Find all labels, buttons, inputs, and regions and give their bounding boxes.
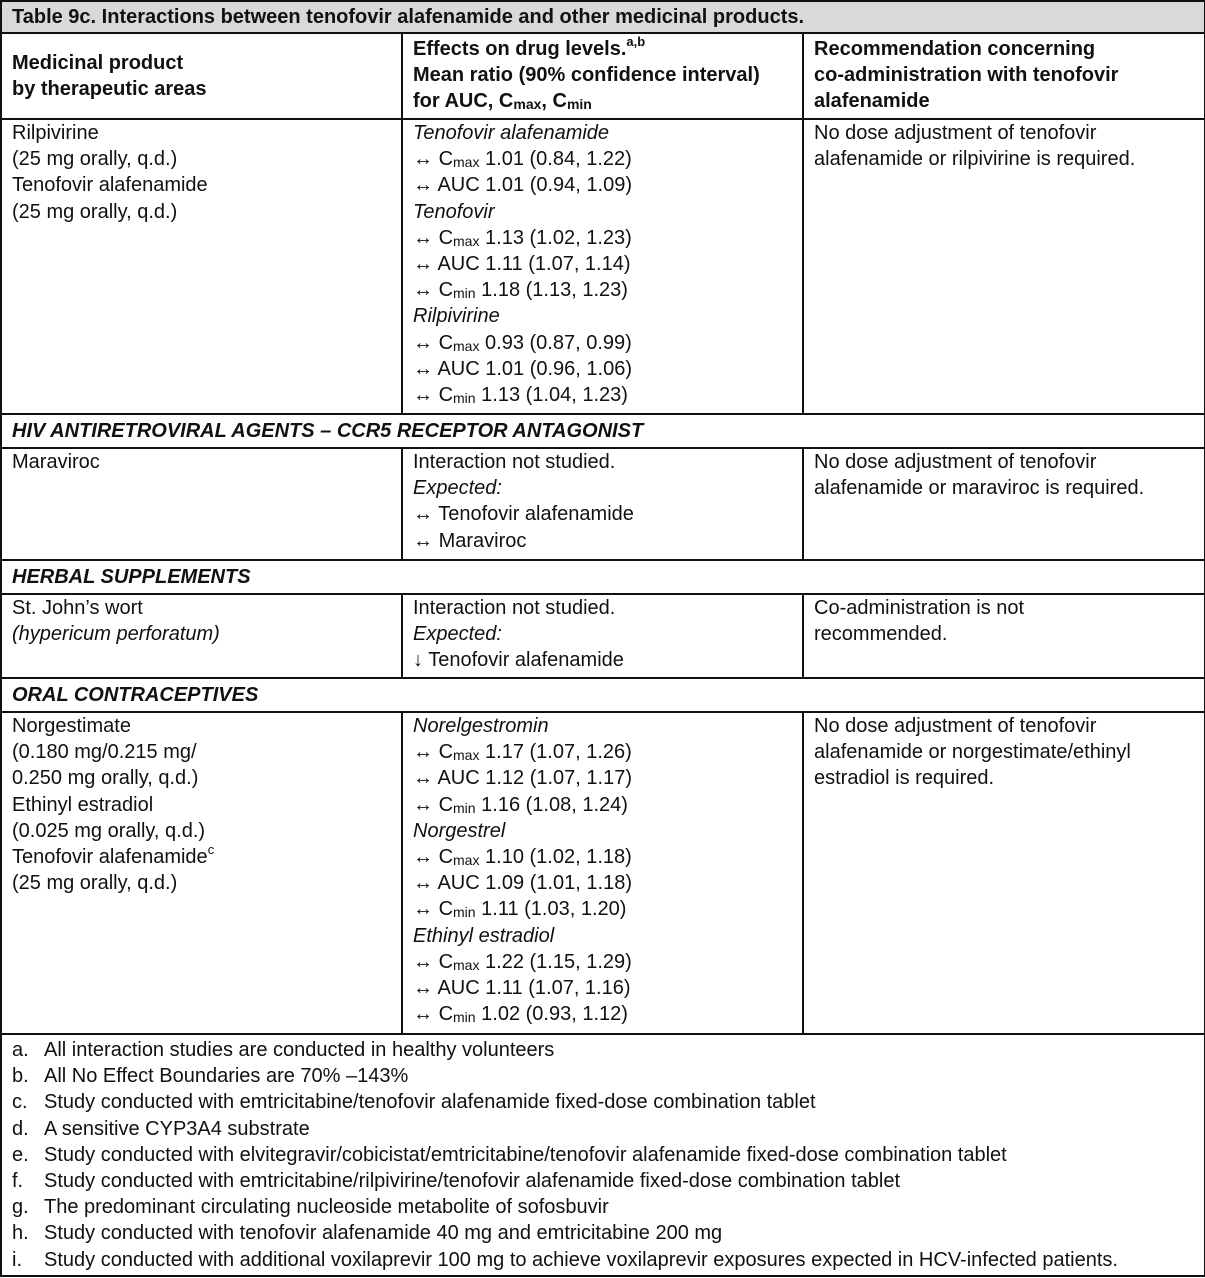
footnotes — [1, 1034, 1205, 1276]
product-cell: St. John’s wort (hypericum perforatum) — [1, 594, 402, 678]
product-cell: Maraviroc — [1, 448, 402, 560]
section-heading: ORAL CONTRACEPTIVES — [1, 678, 1205, 712]
effects-cell: Interaction not studied. Expected: ↓ Tenofovir alafenamide — [402, 594, 803, 678]
footnote: h. Study conducted with tenofovir alafenamide 40 mg and emtricitabine 200 mg — [12, 1222, 723, 1245]
header-recommendation: Recommendation concerning co-administration with tenofovir alafenamide — [803, 33, 1205, 119]
footnote: f. Study conducted with emtricitabine/rilpivirine/tenofovir alafenamide fixed-dose combination tablet — [12, 1170, 901, 1193]
recommendation-cell: Co-administration is not recommended. — [803, 594, 1205, 678]
recommendation-cell: No dose adjustment of tenofovir alafenamide or rilpivirine is required. — [803, 119, 1205, 414]
table-row-st-johns-wort — [1, 594, 1205, 678]
header-effects: Effects on drug levels.$^{a,b}$ Mean ratio (90% confidence interval) for AUC, $C_{max}$, $C_{min}$ — [402, 33, 803, 119]
table-row-norgestimate — [1, 712, 1205, 1034]
section-row-herbal — [1, 560, 1205, 594]
effects-cell: Interaction not studied. Expected: ↔ Tenofovir alafenamide ↔ Maraviroc — [402, 448, 803, 560]
footnote: i. Study conducted with additional voxilaprevir 100 mg to achieve voxilaprevir exposures expected in HCV-infected patients. — [12, 1248, 1118, 1271]
footnote: a. All interaction studies are conducted in healthy volunteers — [12, 1039, 555, 1061]
section-row-oral — [1, 678, 1205, 712]
table-title: Table 9c. Interactions between tenofovir alafenamide and other medicinal products. — [1, 1, 1205, 33]
effects-cell: Tenofovir alafenamide ↔ $C_{max}$ 1.01 (0.84, 1.22) ↔ AUC 1.01 (0.94, 1.09) Tenofovir ↔ $C_{max}$ 1.13 (1.02, 1.23) ↔ AUC 1.11 (1.07, 1.14) ↔ $C_{min}$ 1.18 (1.13, 1.23) Rilpivirine ↔ $C_{max}$ 0.93 (0.87, 0.99) ↔ AUC 1.01 (0.96, 1.06) ↔ $C_{min}$ 1.13 (1.04, 1.23) — [402, 119, 803, 414]
section-heading: HIV ANTIRETROVIRAL AGENTS – CCR5 RECEPTOR ANTAGONIST — [1, 414, 1205, 448]
table-row-rilpivirine — [1, 119, 1205, 414]
section-row-ccr5 — [1, 414, 1205, 448]
section-heading: HERBAL SUPPLEMENTS — [1, 560, 1205, 594]
footnote: g. The predominant circulating nucleoside metabolite of sofosbuvir — [12, 1196, 609, 1219]
recommendation-cell: No dose adjustment of tenofovir alafenamide or maraviroc is required. — [803, 448, 1205, 560]
footnote: d. A sensitive CYP3A4 substrate — [12, 1117, 310, 1140]
effects-cell: Norelgestromin ↔ $C_{max}$ 1.17 (1.07, 1.26) ↔ AUC 1.12 (1.07, 1.17) ↔ $C_{min}$ 1.16 (1.08, 1.24) Norgestrel ↔ $C_{max}$ 1.10 (1.02, 1.18) ↔ AUC 1.09 (1.01, 1.18) ↔ $C_{min}$ 1.11 (1.03, 1.20) Ethinyl estradiol ↔ $C_{max}$ 1.22 (1.15, 1.29) ↔ AUC 1.11 (1.07, 1.16) ↔ $C_{min}$ 1.02 (0.93, 1.12) — [402, 712, 803, 1034]
product-cell: Norgestimate (0.180 mg/0.215 mg/ 0.250 mg orally, q.d.) Ethinyl estradiol (0.025 mg orally, q.d.) Tenofovir alafenamide$^c$ (25 mg orally, q.d.) — [1, 712, 402, 1034]
product-cell: Rilpivirine (25 mg orally, q.d.) Tenofovir alafenamide (25 mg orally, q.d.) — [1, 119, 402, 414]
title-row — [1, 1, 1205, 33]
footnote: b. All No Effect Boundaries are 70% –143% — [12, 1065, 409, 1088]
footnote: c. Study conducted with emtricitabine/tenofovir alafenamide fixed-dose combination tablet — [12, 1091, 816, 1114]
header-medicinal-product: Medicinal product by therapeutic areas — [1, 33, 402, 119]
table-row-maraviroc — [1, 448, 1205, 560]
header-row — [1, 33, 1205, 119]
footnotes-row — [1, 1034, 1205, 1276]
footnote: e. Study conducted with elvitegravir/cobicistat/emtricitabine/tenofovir alafenamide fixed-dose combination tablet — [12, 1143, 1007, 1166]
recommendation-cell: No dose adjustment of tenofovir alafenamide or norgestimate/ethinyl estradiol is required. — [803, 712, 1205, 1034]
